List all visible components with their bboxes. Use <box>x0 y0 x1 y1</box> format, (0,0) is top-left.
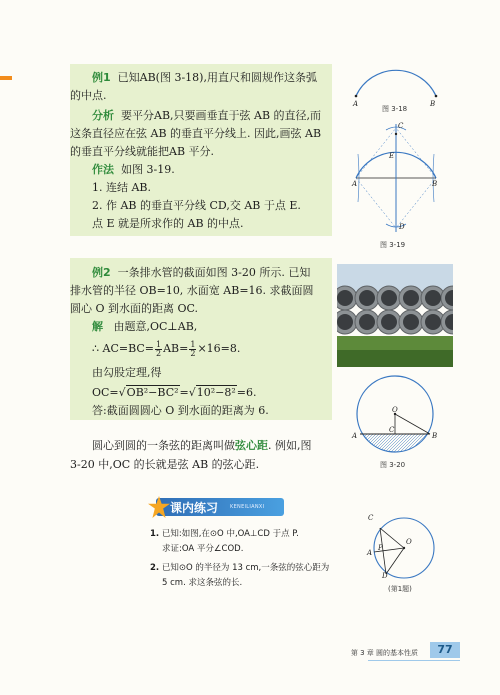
arc-ab <box>356 70 436 96</box>
segment-oc <box>380 528 404 548</box>
fig320-label-o: O <box>392 406 398 414</box>
figure-3-19 <box>348 120 448 238</box>
example2-line1: 例2 一条排水管的截面如图 3-20 所示. 已知 <box>92 266 311 279</box>
sqrt-sign: √ <box>118 386 126 399</box>
method-step1: 1. 连结 AB. <box>92 181 152 194</box>
fig319-label-d: D <box>399 223 405 231</box>
exercise-item2-line2: 5 cm. 求这条弦的长. <box>162 578 243 588</box>
construction-line <box>396 178 436 228</box>
exercise-item1-line1: 1. 已知:如图,在⊙O 中,OA⊥CD 于点 P. <box>150 529 299 539</box>
footer-divider <box>368 660 460 661</box>
example1-line2: 的中点. <box>70 89 107 102</box>
exfig-caption: (第1题) <box>388 585 412 593</box>
pipes-illustration <box>337 264 453 367</box>
fig318-label-b: B <box>430 100 436 108</box>
exercise-figure <box>362 514 446 586</box>
exfig-label-a: A <box>367 549 373 557</box>
fraction-half: $\frac{1}{2}$ <box>156 339 162 358</box>
fig319-label-e: E <box>389 152 395 160</box>
method-label: 作法 <box>92 163 114 176</box>
fig318-label-a: A <box>353 100 359 108</box>
fig319-label-c: C <box>398 122 404 130</box>
analysis-line1: 分析 要平分AB,只要画垂直于弦 AB 的直径,而 <box>92 109 322 122</box>
example1-line1: 例1 已知AB(图 3-18),用直尺和圆规作这条弧 <box>92 71 317 84</box>
definition-line1: 圆心到圆的一条弦的距离叫做弦心距. 例如,图 <box>92 439 312 452</box>
point-b <box>435 95 438 98</box>
segment-od <box>386 548 404 574</box>
solution-line4: OC=√OB²−BC²=√10²−8²=6. <box>92 386 257 399</box>
exfig-label-d: D <box>382 572 388 580</box>
page-edge-tab <box>0 76 12 80</box>
sqrt-sign: √ <box>188 386 196 399</box>
solution-line2: ∴ AC=BC= $\frac{1}{2}$ AB= $\frac{1}{2}$ ×16=8. <box>92 339 241 358</box>
fig320-caption: 图 3-20 <box>380 461 406 469</box>
solution-answer: 答:截面圆圆心 O 到水面的距离为 6. <box>92 404 269 417</box>
chapter-label: 第 3 章 圆的基本性质 <box>350 649 418 657</box>
fig319-label-b: B <box>432 180 438 188</box>
segment-ob <box>395 414 430 434</box>
exercise-title: 课内练习 <box>170 501 219 515</box>
construction-line <box>356 178 396 228</box>
example2-line3: 圆心 O 到水面的距离 OC. <box>70 302 199 315</box>
definition-term: 弦心距 <box>235 439 268 452</box>
drainage-pipes-photo <box>337 264 453 367</box>
method-conclusion: 点 E 就是所求作的 AB 的中点. <box>92 217 244 230</box>
analysis-label: 分析 <box>92 109 114 122</box>
fig318-caption: 图 3-18 <box>382 105 408 113</box>
fig319-caption: 图 3-19 <box>380 241 406 249</box>
point-e <box>395 133 397 135</box>
page-number: 77 <box>430 642 460 658</box>
solution-label: 解 <box>92 320 103 333</box>
center-o <box>403 547 405 549</box>
point-a <box>355 95 358 98</box>
figure-3-20 <box>340 374 450 456</box>
exercise-banner <box>148 496 288 518</box>
example1-label: 例1 <box>92 71 111 84</box>
method-line: 作法 如图 3-19. <box>92 163 175 176</box>
example2-label: 例2 <box>92 266 111 279</box>
solution-line1: 解 由题意,OC⊥AB, <box>92 320 198 333</box>
exfig-label-p: P <box>378 544 383 552</box>
exfig-label-o: O <box>406 538 412 546</box>
exercise-item2-line1: 2. 已知⊙O 的半径为 13 cm,一条弦的弦心距为 <box>150 563 330 573</box>
exfig-label-c: C <box>368 514 374 522</box>
fig320-label-b: B <box>432 432 438 440</box>
fig320-label-c: C <box>389 426 395 434</box>
definition-line2: 3-20 中,OC 的长就是弦 AB 的弦心距. <box>70 458 260 471</box>
fraction-half: $\frac{1}{2}$ <box>190 339 196 358</box>
analysis-line2: 这条直径应在弦 AB 的垂直平分线上. 因此,画弦 AB <box>70 127 322 140</box>
analysis-line3: 的垂直平分线就能把AB 平分. <box>70 145 215 158</box>
method-step2: 2. 作 AB 的垂直平分线 CD,交 AB 于点 E. <box>92 199 301 212</box>
fig319-label-a: A <box>352 180 358 188</box>
exercise-subtitle: KENEILIANXI <box>230 504 265 510</box>
example2-line2: 排水管的半径 OB=10, 水面宽 AB=16. 求截面圆 <box>70 284 314 297</box>
exercise-item1-line2: 求证:OA 平分∠COD. <box>162 544 244 554</box>
solution-line3: 由勾股定理,得 <box>92 366 162 379</box>
fig320-label-a: A <box>352 432 358 440</box>
